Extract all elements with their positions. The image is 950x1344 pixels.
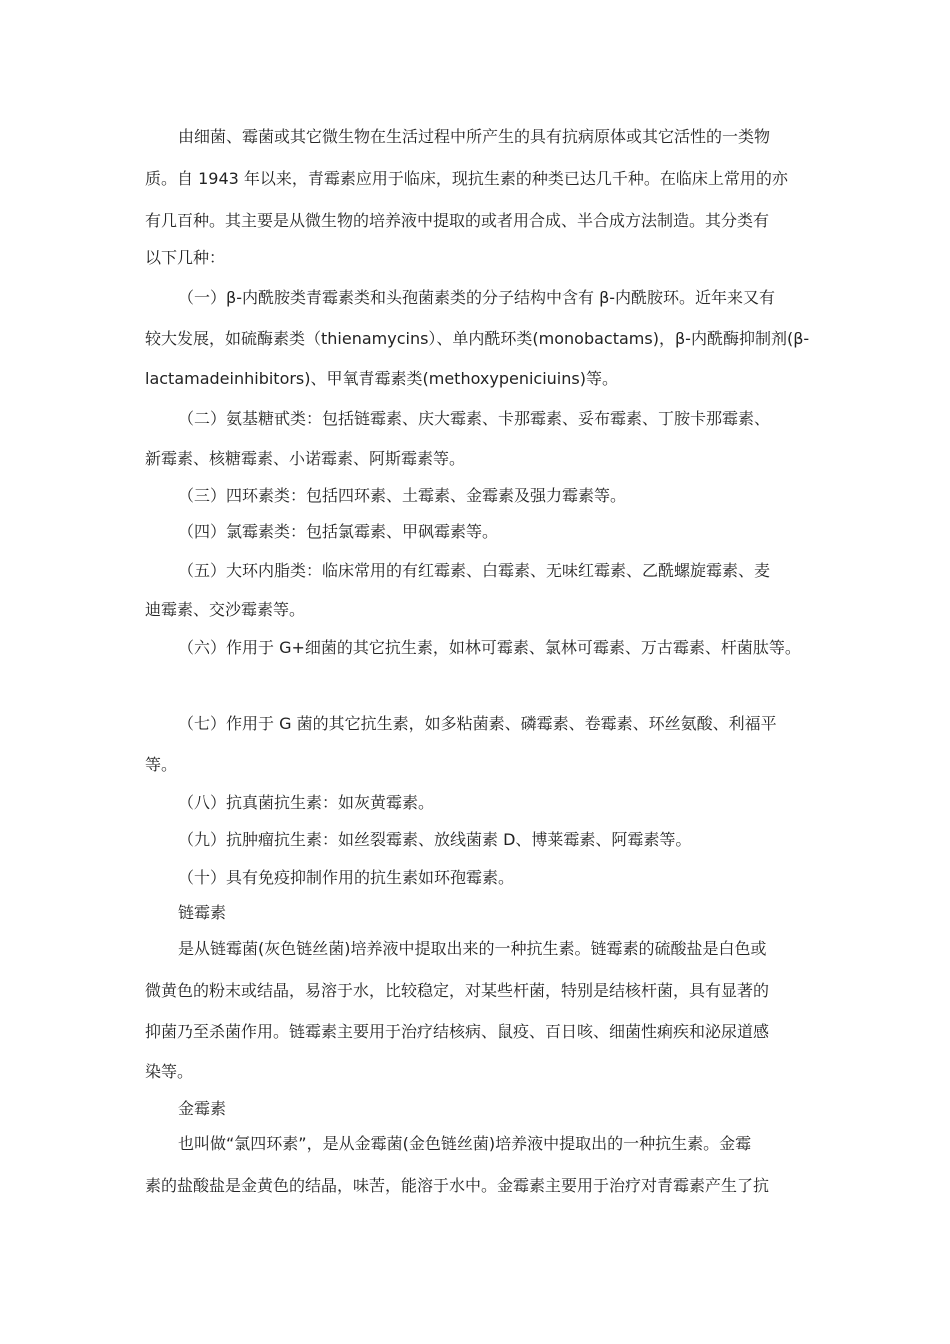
text-line: 素的盐酸盐是金黄色的结晶，味苦，能溶于水中。金霉素主要用于治疗对青霉素产生了抗 xyxy=(145,1176,770,1195)
text-line: 抑菌乃至杀菌作用。链霉素主要用于治疗结核病、鼠疫、百日咳、细菌性痢疾和泌尿道感 xyxy=(145,1022,770,1041)
text-line: （八）抗真菌抗生素：如灰黄霉素。 xyxy=(178,793,435,812)
text-line: 较大发展，如硫酶素类（thienamycins）、单内酰环类(monobactams)，β-内酰酶抑制剂(β- xyxy=(145,329,810,348)
text-line: 质。自 1943 年以来，青霉素应用于临床，现抗生素的种类已达几千种。在临床上常用的亦 xyxy=(145,169,788,188)
text-line: 染等。 xyxy=(145,1062,194,1081)
text-line: （四）氯霉素类：包括氯霉素、甲砜霉素等。 xyxy=(178,522,499,541)
text-line: 迪霉素、交沙霉素等。 xyxy=(145,600,306,619)
text-line: 新霉素、核糖霉素、小诺霉素、阿斯霉素等。 xyxy=(145,449,466,468)
text-line: （六）作用于 G+细菌的其它抗生素，如林可霉素、氯林可霉素、万古霉素、杆菌肽等。 xyxy=(178,638,801,657)
text-line: 是从链霉菌(灰色链丝菌)培养液中提取出来的一种抗生素。链霉素的硫酸盐是白色或 xyxy=(178,939,767,958)
text-line: （二）氨基糖甙类：包括链霉素、庆大霉素、卡那霉素、妥布霉素、丁胺卡那霉素、 xyxy=(178,409,771,428)
section-heading: 链霉素 xyxy=(178,903,227,922)
text-line: 有几百种。其主要是从微生物的培养液中提取的或者用合成、半合成方法制造。其分类有 xyxy=(145,211,770,230)
text-line: （五）大环内脂类：临床常用的有红霉素、白霉素、无味红霉素、乙酰螺旋霉素、麦 xyxy=(178,561,771,580)
text-line: 等。 xyxy=(145,755,178,774)
text-line: （一）β-内酰胺类青霉素类和头孢菌素类的分子结构中含有 β-内酰胺环。近年来又有 xyxy=(178,288,776,307)
text-line: （七）作用于 G 菌的其它抗生素，如多粘菌素、磷霉素、卷霉素、环丝氨酸、利福平 xyxy=(178,714,777,733)
text-line: lactamadeinhibitors)、甲氧青霉素类(methoxypeniciuins)等。 xyxy=(145,369,618,388)
text-line: 微黄色的粉末或结晶，易溶于水，比较稳定，对某些杆菌，特别是结核杆菌，具有显著的 xyxy=(145,981,770,1000)
text-line: （九）抗肿瘤抗生素：如丝裂霉素、放线菌素 D、博莱霉素、阿霉素等。 xyxy=(178,830,692,849)
text-line: 也叫做“氯四环素”，是从金霉菌(金色链丝菌)培养液中提取出的一种抗生素。金霉 xyxy=(178,1134,752,1153)
text-line: （十）具有免疫抑制作用的抗生素如环孢霉素。 xyxy=(178,868,515,887)
text-line: 由细菌、霉菌或其它微生物在生活过程中所产生的具有抗病原体或其它活性的一类物 xyxy=(178,127,771,146)
section-heading: 金霉素 xyxy=(178,1099,227,1118)
text-line: （三）四环素类：包括四环素、土霉素、金霉素及强力霉素等。 xyxy=(178,486,627,505)
text-line: 以下几种： xyxy=(145,248,226,267)
